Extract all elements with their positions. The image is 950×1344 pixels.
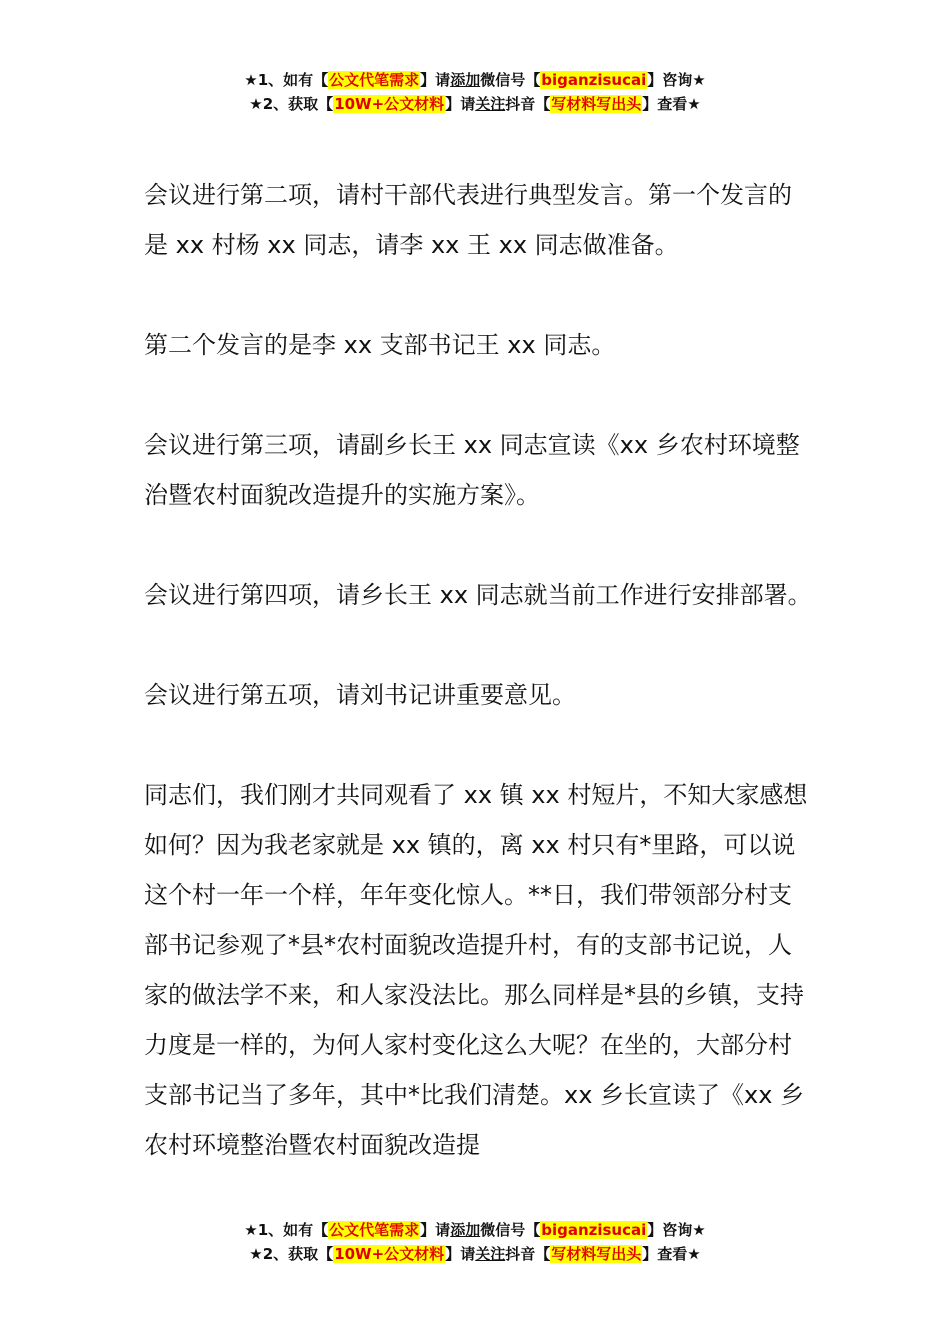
banner-line-2 [0,92,950,116]
highlight-materials: 10W+公文材料 [334,1245,445,1263]
banner-text: 】请 [420,71,451,89]
highlight-materials: 10W+公文材料 [334,95,445,113]
banner-text: 】请 [420,1221,451,1239]
underlined-word: 添加 [450,71,481,89]
banner-text: 微信号【 [480,71,541,89]
paragraph: 会议进行第二项，请村干部代表进行典型发言。第一个发言的是 xx 村杨 xx 同志，请李 xx 王 xx 同志做准备。 [144,181,792,259]
banner-line-1 [0,68,950,92]
paragraph: 会议进行第五项，请刘书记讲重要意见。 [144,681,576,709]
banner-text: 】咨询★ [647,1221,706,1239]
banner-text: 微信号【 [480,1221,541,1239]
banner-text: ★1、如有【 [244,71,329,89]
highlight-service: 公文代笔需求 [329,1221,420,1239]
banner-text: 】查看★ [642,95,701,113]
underlined-word: 添加 [450,1221,481,1239]
footer-banner [0,1218,950,1266]
highlight-wechat-id: biganzisucai [541,1221,647,1239]
banner-text: 】查看★ [642,1245,701,1263]
underlined-word: 关注 [475,1245,506,1263]
banner-text: 抖音【 [505,95,551,113]
banner-text: ★2、获取【 [249,95,334,113]
banner-line-1 [0,1218,950,1242]
banner-text: 】咨询★ [647,71,706,89]
document-body [144,170,814,1170]
banner-text: ★1、如有【 [244,1221,329,1239]
underlined-word: 关注 [475,95,506,113]
banner-text: 】请 [445,95,476,113]
highlight-douyin-id: 写材料写出头 [551,1245,642,1263]
banner-text: 】请 [445,1245,476,1263]
banner-line-2 [0,1242,950,1266]
banner-text: ★2、获取【 [249,1245,334,1263]
paragraph: 第二个发言的是李 xx 支部书记王 xx 同志。 [144,331,616,359]
highlight-service: 公文代笔需求 [329,71,420,89]
header-banner [0,68,950,116]
highlight-douyin-id: 写材料写出头 [551,95,642,113]
paragraph: 会议进行第四项，请乡长王 xx 同志就当前工作进行安排部署。 [144,581,812,609]
paragraph: 同志们，我们刚才共同观看了 xx 镇 xx 村短片，不知大家感想如何？因为我老家就是 xx 镇的，离 xx 村只有*里路，可以说这个村一年一个样，年年变化惊人。**日，我们带领部分村支部书记参观了*县*农村面貌改造提升村，有的支部书记说，人家的做法学不来，和人家没法比。那么同样是*县的乡镇，支持力度是一样的，为何人家村变化这么大呢？在坐的，大部分村支部书记当了多年，其中*比我们清楚。xx 乡长宣读了《xx 乡农村环境整治暨农村面貌改造提 [144,781,808,1159]
paragraph: 会议进行第三项，请副乡长王 xx 同志宣读《xx 乡农村环境整治暨农村面貌改造提升的实施方案》。 [144,431,800,509]
highlight-wechat-id: biganzisucai [541,71,647,89]
banner-text: 抖音【 [505,1245,551,1263]
